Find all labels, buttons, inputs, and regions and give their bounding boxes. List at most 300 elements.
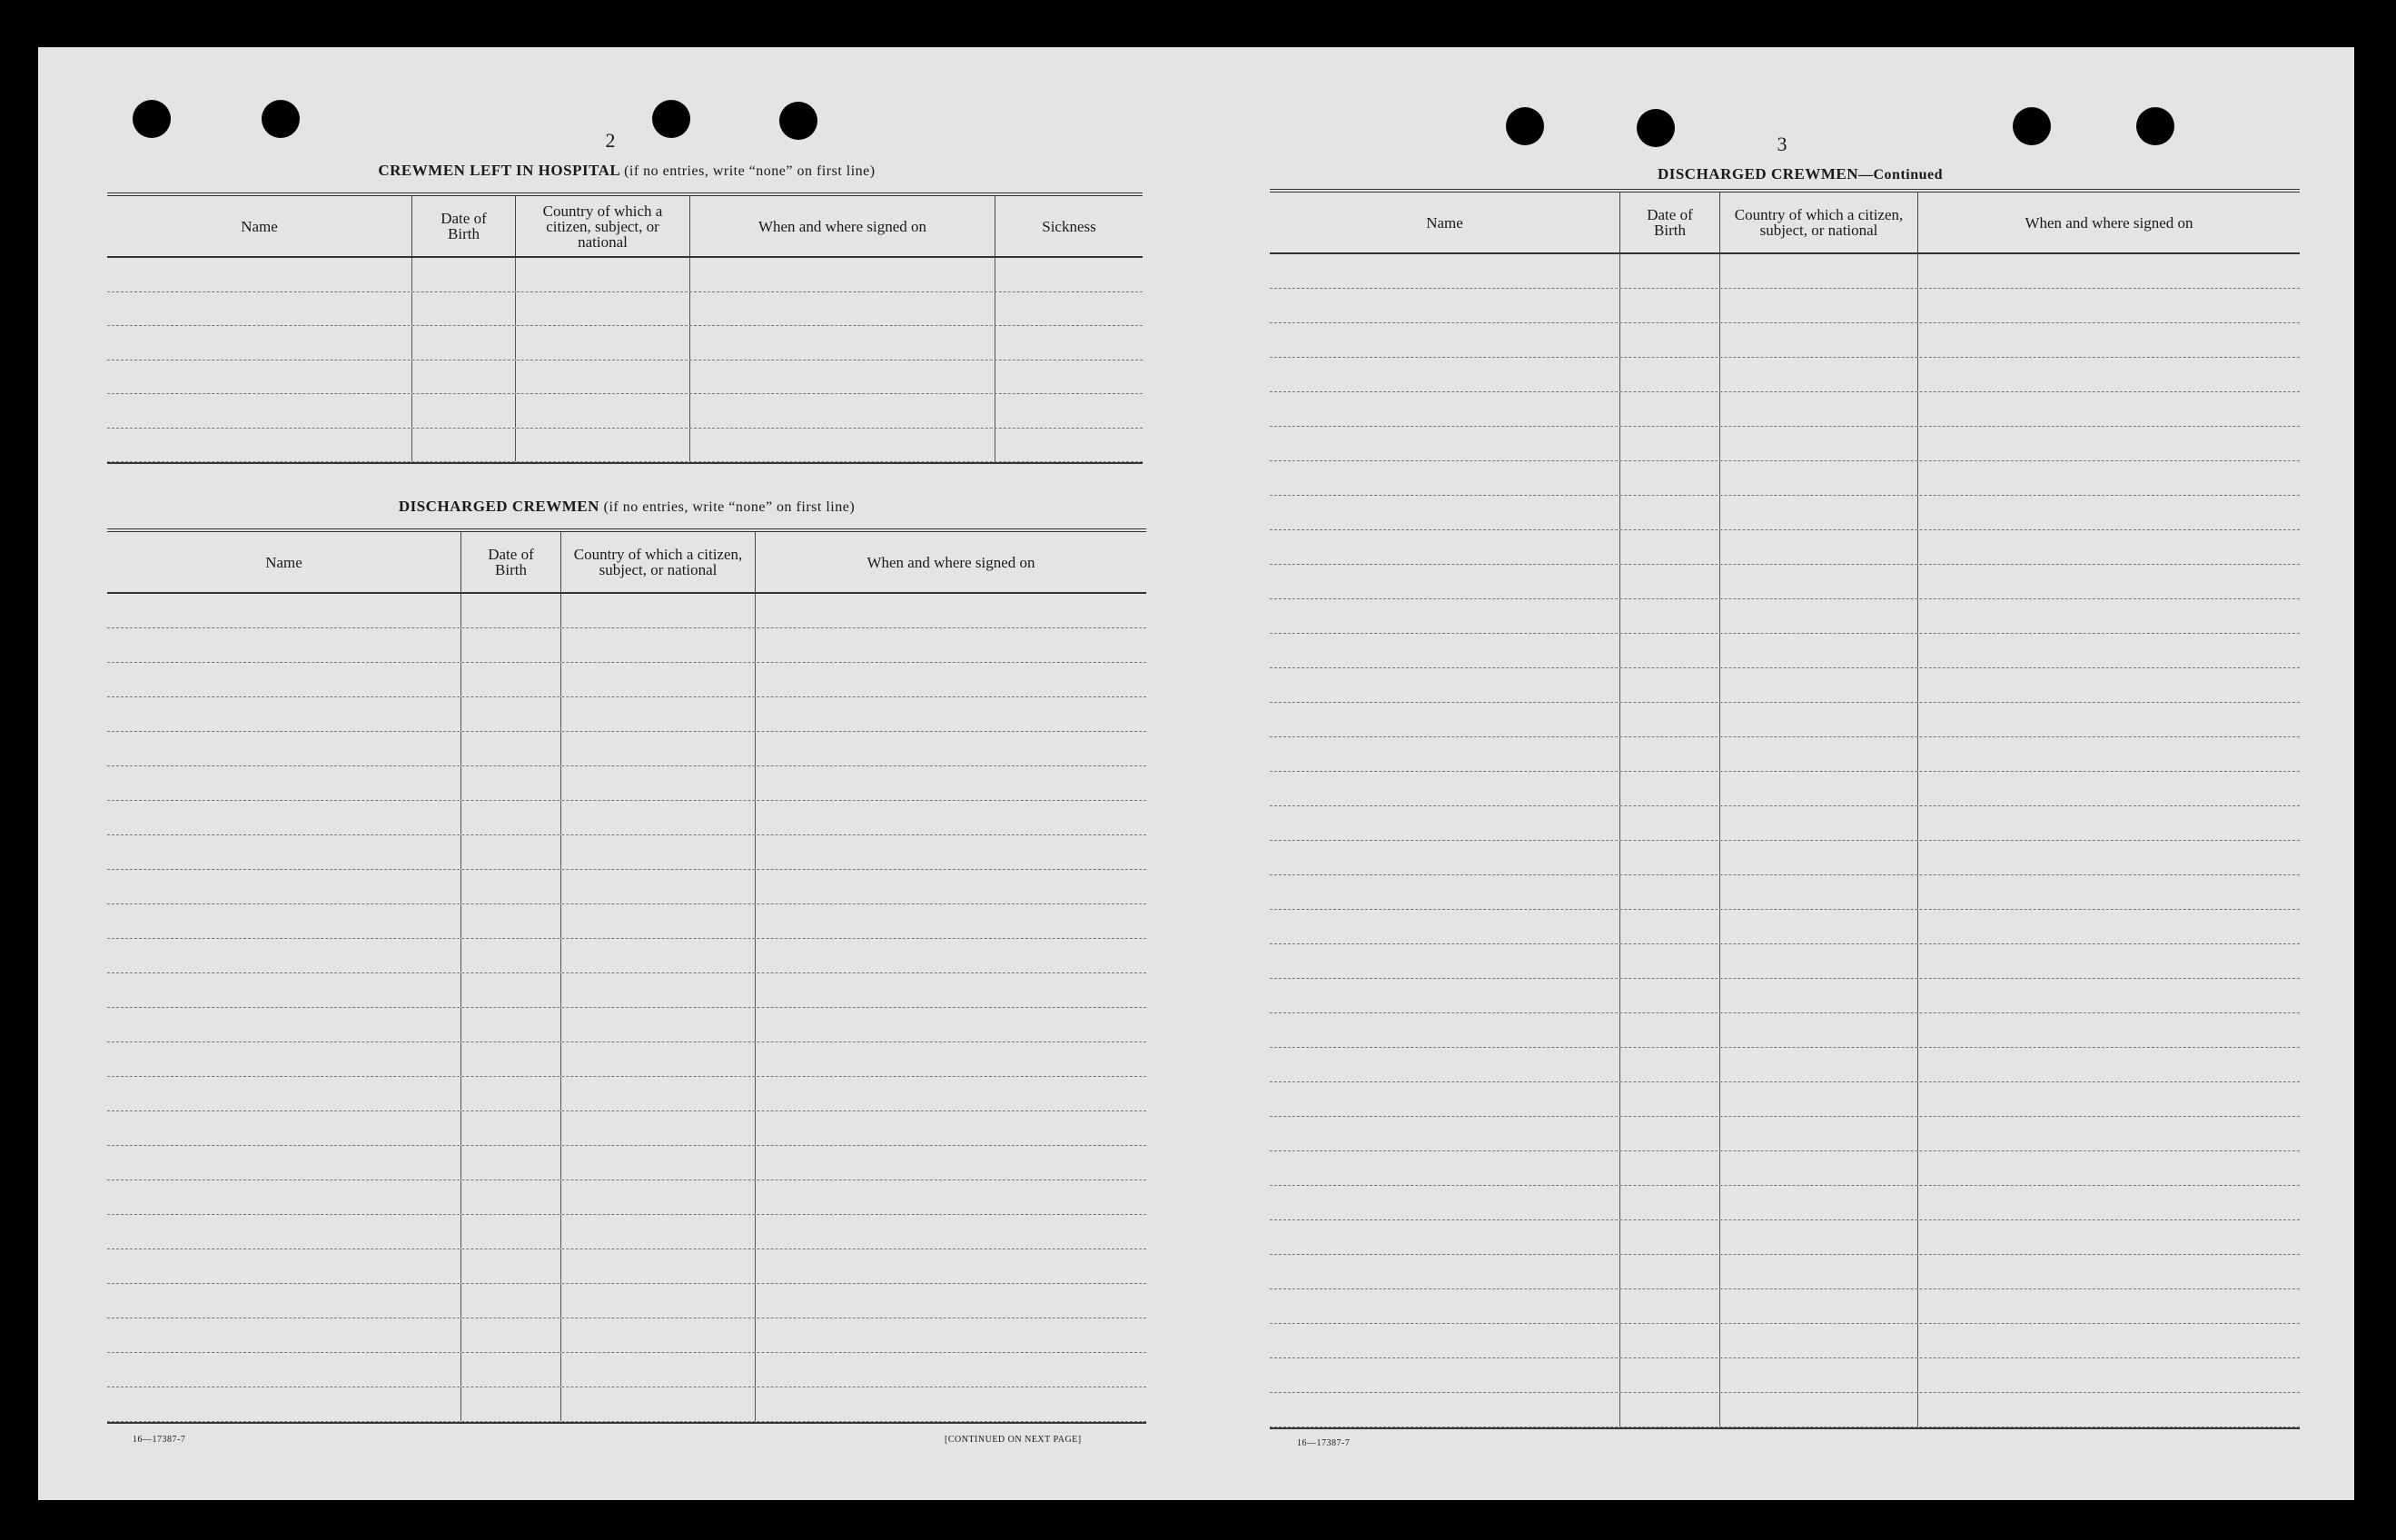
table-cell[interactable] (461, 904, 561, 938)
table-row (107, 292, 1143, 327)
punch-hole (2013, 107, 2051, 145)
table-cell[interactable] (690, 292, 995, 326)
table-cell[interactable] (461, 1387, 561, 1421)
table-cell[interactable] (1620, 496, 1720, 529)
table-cell[interactable] (1270, 1393, 1620, 1426)
table-cell[interactable] (1270, 772, 1620, 805)
table-cell[interactable] (1620, 289, 1720, 322)
table-cell[interactable] (1270, 358, 1620, 391)
table-cell[interactable] (1918, 1393, 2300, 1426)
table-cell[interactable] (561, 904, 756, 938)
table-cell[interactable] (107, 594, 461, 627)
column-header-sickness: Sickness (1042, 217, 1096, 235)
table-cell[interactable] (756, 732, 1146, 765)
table-cell[interactable] (1720, 496, 1918, 529)
table-row (107, 904, 1146, 939)
table-cell[interactable] (690, 258, 995, 291)
table-cell[interactable] (107, 904, 461, 938)
table-cell[interactable] (1620, 737, 1720, 771)
table-cell[interactable] (1270, 1013, 1620, 1047)
table-cell[interactable] (461, 628, 561, 662)
table-cell[interactable] (1270, 1082, 1620, 1116)
table-cell[interactable] (561, 939, 756, 972)
table-cell[interactable] (561, 1146, 756, 1180)
table-cell[interactable] (995, 326, 1143, 360)
table-cell[interactable] (516, 258, 690, 291)
table-cell[interactable] (1620, 668, 1720, 702)
table-cell[interactable] (1720, 530, 1918, 564)
table-cell[interactable] (461, 835, 561, 869)
table-cell[interactable] (1620, 1151, 1720, 1185)
table-cell[interactable] (1720, 565, 1918, 598)
table-cell[interactable] (107, 1008, 461, 1041)
table-cell[interactable] (107, 1180, 461, 1214)
table-cell[interactable] (461, 1146, 561, 1180)
table-cell[interactable] (412, 258, 516, 291)
table-row (1270, 530, 2300, 565)
discharged-title-text: DISCHARGED CREWMEN (398, 498, 599, 515)
table-cell[interactable] (1918, 1082, 2300, 1116)
table-cell[interactable] (561, 973, 756, 1007)
table-cell[interactable] (1270, 461, 1620, 495)
table-cell[interactable] (561, 1077, 756, 1111)
table-cell[interactable] (756, 1353, 1146, 1387)
hospital-table (107, 192, 1143, 464)
table-cell[interactable] (1720, 841, 1918, 874)
table-cell[interactable] (690, 360, 995, 394)
table-cell[interactable] (756, 766, 1146, 800)
table-cell[interactable] (1720, 1117, 1918, 1150)
table-cell[interactable] (1270, 1151, 1620, 1185)
table-cell[interactable] (1620, 841, 1720, 874)
table-cell[interactable] (1918, 358, 2300, 391)
table-cell[interactable] (1720, 1082, 1918, 1116)
table-cell[interactable] (461, 1008, 561, 1041)
table-cell[interactable] (1918, 772, 2300, 805)
table-cell[interactable] (1270, 1186, 1620, 1219)
table-cell[interactable] (561, 1387, 756, 1421)
table-cell[interactable] (756, 1111, 1146, 1145)
table-cell[interactable] (107, 628, 461, 662)
table-cell[interactable] (1270, 530, 1620, 564)
table-cell[interactable] (1918, 1324, 2300, 1357)
table-cell[interactable] (461, 1249, 561, 1283)
table-cell[interactable] (1918, 1013, 2300, 1047)
table-row (1270, 496, 2300, 530)
table-cell[interactable] (1270, 1220, 1620, 1254)
table-cell[interactable] (461, 663, 561, 696)
table-cell[interactable] (756, 939, 1146, 972)
table-cell[interactable] (1270, 979, 1620, 1012)
table-cell[interactable] (1620, 910, 1720, 943)
table-cell[interactable] (756, 835, 1146, 869)
table-cell[interactable] (1620, 323, 1720, 357)
table-row (1270, 254, 2300, 289)
table-cell[interactable] (1720, 910, 1918, 943)
table-cell[interactable] (107, 1387, 461, 1421)
table-cell[interactable] (1720, 599, 1918, 633)
table-cell[interactable] (1620, 254, 1720, 288)
table-cell[interactable] (1620, 944, 1720, 978)
table-cell[interactable] (1620, 565, 1720, 598)
table-cell[interactable] (107, 292, 412, 326)
table-cell[interactable] (412, 429, 516, 462)
table-body (1270, 254, 2300, 1429)
table-cell[interactable] (1270, 599, 1620, 633)
table-cell[interactable] (756, 1008, 1146, 1041)
table-cell[interactable] (1270, 1048, 1620, 1081)
table-cell[interactable] (690, 326, 995, 360)
table-cell[interactable] (461, 1111, 561, 1145)
table-cell[interactable] (1620, 1289, 1720, 1323)
table-cell[interactable] (1620, 1255, 1720, 1288)
table-cell[interactable] (1720, 392, 1918, 426)
table-cell[interactable] (461, 1077, 561, 1111)
table-cell[interactable] (1918, 806, 2300, 840)
table-cell[interactable] (756, 663, 1146, 696)
table-cell[interactable] (561, 594, 756, 627)
table-cell[interactable] (1720, 254, 1918, 288)
table-cell[interactable] (1620, 703, 1720, 736)
table-row (107, 1111, 1146, 1146)
table-cell[interactable] (412, 292, 516, 326)
table-cell[interactable] (1720, 944, 1918, 978)
table-cell[interactable] (1918, 703, 2300, 736)
table-cell[interactable] (461, 1353, 561, 1387)
table-cell[interactable] (561, 801, 756, 834)
table-cell[interactable] (412, 360, 516, 394)
table-cell[interactable] (107, 1146, 461, 1180)
table-cell[interactable] (1918, 461, 2300, 495)
table-cell[interactable] (107, 1215, 461, 1249)
table-cell[interactable] (107, 801, 461, 834)
table-cell[interactable] (756, 1215, 1146, 1249)
table-cell[interactable] (1918, 254, 2300, 288)
table-cell[interactable] (1720, 668, 1918, 702)
table-cell[interactable] (561, 1318, 756, 1352)
discharged-section-title (109, 498, 1144, 516)
table-cell[interactable] (756, 1146, 1146, 1180)
table-cell[interactable] (756, 1284, 1146, 1318)
table-cell[interactable] (561, 628, 756, 662)
punch-hole (262, 100, 300, 138)
table-cell[interactable] (461, 1318, 561, 1352)
table-cell[interactable] (107, 973, 461, 1007)
table-cell[interactable] (1620, 875, 1720, 909)
table-row (1270, 427, 2300, 461)
table-cell[interactable] (107, 360, 412, 394)
table-cell[interactable] (561, 1215, 756, 1249)
table-cell[interactable] (1620, 1220, 1720, 1254)
table-header (107, 196, 1143, 258)
table-cell[interactable] (1918, 1048, 2300, 1081)
table-cell[interactable] (756, 1042, 1146, 1076)
table-cell[interactable] (1918, 599, 2300, 633)
table-cell[interactable] (1720, 461, 1918, 495)
table-cell[interactable] (1918, 565, 2300, 598)
table-cell[interactable] (1270, 634, 1620, 667)
table-cell[interactable] (756, 1077, 1146, 1111)
table-cell[interactable] (1270, 910, 1620, 943)
column-header-name: Name (107, 196, 412, 256)
table-cell[interactable] (561, 663, 756, 696)
table-cell[interactable] (995, 429, 1143, 462)
table-row (1270, 1393, 2300, 1427)
table-cell[interactable] (461, 939, 561, 972)
table-cell[interactable] (516, 292, 690, 326)
table-cell[interactable] (107, 1042, 461, 1076)
table-cell[interactable] (1720, 772, 1918, 805)
table-cell[interactable] (1620, 461, 1720, 495)
table-cell[interactable] (1918, 530, 2300, 564)
table-cell[interactable] (516, 326, 690, 360)
table-cell[interactable] (1918, 668, 2300, 702)
table-cell[interactable] (1620, 979, 1720, 1012)
table-cell[interactable] (1620, 806, 1720, 840)
table-cell[interactable] (107, 394, 412, 428)
table-cell[interactable] (1620, 392, 1720, 426)
table-cell[interactable] (1918, 910, 2300, 943)
table-row (107, 394, 1143, 429)
table-cell[interactable] (1918, 1220, 2300, 1254)
table-row (1270, 1082, 2300, 1117)
table-cell[interactable] (1720, 289, 1918, 322)
table-cell[interactable] (1270, 1117, 1620, 1150)
table-cell[interactable] (1620, 427, 1720, 460)
table-cell[interactable] (561, 1353, 756, 1387)
table-row (1270, 1013, 2300, 1048)
table-cell[interactable] (1620, 599, 1720, 633)
table-row (1270, 289, 2300, 323)
table-cell[interactable] (107, 1318, 461, 1352)
table-cell[interactable] (107, 1284, 461, 1318)
table-cell[interactable] (561, 1111, 756, 1145)
table-cell[interactable] (561, 766, 756, 800)
table-cell[interactable] (1270, 703, 1620, 736)
table-cell[interactable] (756, 1318, 1146, 1352)
table-cell[interactable] (561, 1180, 756, 1214)
table-cell[interactable] (1720, 1255, 1918, 1288)
table-cell[interactable] (1918, 1358, 2300, 1392)
table-cell[interactable] (107, 1353, 461, 1387)
table-cell[interactable] (1270, 1289, 1620, 1323)
table-cell[interactable] (1270, 427, 1620, 460)
table-cell[interactable] (1620, 772, 1720, 805)
table-cell[interactable] (1918, 944, 2300, 978)
table-cell[interactable] (1720, 1289, 1918, 1323)
table-cell[interactable] (107, 1249, 461, 1283)
table-cell[interactable] (107, 1111, 461, 1145)
table-cell[interactable] (561, 835, 756, 869)
table-cell[interactable] (516, 360, 690, 394)
table-row (1270, 634, 2300, 668)
table-cell[interactable] (756, 697, 1146, 731)
table-cell[interactable] (1720, 1186, 1918, 1219)
table-cell[interactable] (1918, 634, 2300, 667)
table-cell[interactable] (1720, 1013, 1918, 1047)
table-cell[interactable] (1270, 944, 1620, 978)
table-cell[interactable] (461, 594, 561, 627)
table-cell[interactable] (1270, 668, 1620, 702)
table-cell[interactable] (690, 429, 995, 462)
table-cell[interactable] (1270, 289, 1620, 322)
table-cell[interactable] (1720, 1393, 1918, 1426)
table-cell[interactable] (1918, 496, 2300, 529)
table-cell[interactable] (1918, 979, 2300, 1012)
table-cell[interactable] (107, 663, 461, 696)
table-cell[interactable] (107, 939, 461, 972)
table-cell[interactable] (995, 394, 1143, 428)
table-cell[interactable] (995, 360, 1143, 394)
table-cell[interactable] (1620, 530, 1720, 564)
table-cell[interactable] (756, 904, 1146, 938)
table-cell[interactable] (995, 292, 1143, 326)
table-cell[interactable] (1918, 1186, 2300, 1219)
table-cell[interactable] (1620, 1186, 1720, 1219)
table-cell[interactable] (412, 326, 516, 360)
table-cell[interactable] (107, 766, 461, 800)
table-cell[interactable] (1270, 737, 1620, 771)
table-cell[interactable] (756, 628, 1146, 662)
table-cell[interactable] (1720, 323, 1918, 357)
table-cell[interactable] (1620, 358, 1720, 391)
table-cell[interactable] (107, 1077, 461, 1111)
table-cell[interactable] (561, 697, 756, 731)
table-cell[interactable] (756, 1249, 1146, 1283)
table-cell[interactable] (107, 429, 412, 462)
table-cell[interactable] (1918, 289, 2300, 322)
table-cell[interactable] (516, 429, 690, 462)
table-cell[interactable] (1918, 323, 2300, 357)
table-cell[interactable] (1270, 496, 1620, 529)
table-cell[interactable] (1620, 1048, 1720, 1081)
table-cell[interactable] (756, 801, 1146, 834)
table-cell[interactable] (561, 732, 756, 765)
table-cell[interactable] (1918, 737, 2300, 771)
table-row (1270, 979, 2300, 1013)
table-cell[interactable] (1720, 427, 1918, 460)
punch-hole (652, 100, 690, 138)
table-row (107, 360, 1143, 395)
discharged-continued-title (1619, 165, 1982, 183)
table-body (107, 258, 1143, 464)
table-cell[interactable] (995, 258, 1143, 291)
table-cell[interactable] (1620, 1358, 1720, 1392)
table-cell[interactable] (461, 1215, 561, 1249)
table-cell[interactable] (461, 1180, 561, 1214)
table-cell[interactable] (1720, 979, 1918, 1012)
table-cell[interactable] (461, 766, 561, 800)
table-cell[interactable] (561, 1249, 756, 1283)
table-row (1270, 806, 2300, 841)
table-cell[interactable] (461, 870, 561, 903)
table-cell[interactable] (1918, 875, 2300, 909)
table-cell[interactable] (461, 1042, 561, 1076)
table-cell[interactable] (1918, 427, 2300, 460)
table-row (107, 628, 1146, 663)
table-cell[interactable] (1918, 1117, 2300, 1150)
table-cell[interactable] (107, 326, 412, 360)
table-cell[interactable] (107, 732, 461, 765)
table-cell[interactable] (461, 801, 561, 834)
table-cell[interactable] (107, 835, 461, 869)
table-cell[interactable] (561, 1284, 756, 1318)
table-cell[interactable] (516, 394, 690, 428)
table-row (1270, 1324, 2300, 1358)
table-cell[interactable] (1918, 1289, 2300, 1323)
table-cell[interactable] (1620, 1393, 1720, 1426)
table-cell[interactable] (690, 394, 995, 428)
table-cell[interactable] (1620, 1324, 1720, 1357)
table-cell[interactable] (1720, 358, 1918, 391)
table-cell[interactable] (461, 973, 561, 1007)
table-cell[interactable] (561, 870, 756, 903)
table-cell[interactable] (756, 594, 1146, 627)
table-cell[interactable] (1270, 1324, 1620, 1357)
table-cell[interactable] (1720, 875, 1918, 909)
table-cell[interactable] (412, 394, 516, 428)
table-cell[interactable] (1270, 254, 1620, 288)
table-cell[interactable] (107, 870, 461, 903)
table-cell[interactable] (1270, 565, 1620, 598)
table-cell[interactable] (461, 697, 561, 731)
column-header-country: Country of which a citizen, subject, or national (561, 532, 756, 592)
table-cell[interactable] (1918, 392, 2300, 426)
table-cell[interactable] (561, 1042, 756, 1076)
table-cell[interactable] (1270, 323, 1620, 357)
table-row (107, 1180, 1146, 1215)
table-cell[interactable] (1620, 1082, 1720, 1116)
table-cell[interactable] (1918, 1151, 2300, 1185)
table-cell[interactable] (1918, 1255, 2300, 1288)
table-cell[interactable] (1720, 1151, 1918, 1185)
table-cell[interactable] (1620, 1013, 1720, 1047)
table-row (1270, 1117, 2300, 1151)
table-cell[interactable] (107, 697, 461, 731)
table-cell[interactable] (1620, 1117, 1720, 1150)
table-cell[interactable] (1270, 841, 1620, 874)
table-cell[interactable] (1270, 392, 1620, 426)
table-cell[interactable] (1720, 737, 1918, 771)
table-cell[interactable] (1270, 875, 1620, 909)
table-cell[interactable] (1720, 806, 1918, 840)
hospital-title-text: CREWMEN LEFT IN HOSPITAL (378, 162, 620, 179)
table-cell[interactable] (1270, 1358, 1620, 1392)
column-header-name: Name (1270, 192, 1620, 252)
table-cell[interactable] (756, 973, 1146, 1007)
table-cell[interactable] (1720, 1220, 1918, 1254)
continued-note: [CONTINUED ON NEXT PAGE] (945, 1435, 1082, 1445)
table-cell[interactable] (1720, 1358, 1918, 1392)
table-cell[interactable] (1720, 1324, 1918, 1357)
table-cell[interactable] (756, 1180, 1146, 1214)
column-header-date-of-birth: Date of Birth (412, 196, 516, 256)
table-cell[interactable] (561, 1008, 756, 1041)
table-cell[interactable] (1270, 1255, 1620, 1288)
table-cell[interactable] (1270, 806, 1620, 840)
table-cell[interactable] (1720, 634, 1918, 667)
table-cell[interactable] (1620, 634, 1720, 667)
table-cell[interactable] (107, 258, 412, 291)
table-cell[interactable] (756, 870, 1146, 903)
table-cell[interactable] (1720, 703, 1918, 736)
table-cell[interactable] (461, 1284, 561, 1318)
table-cell[interactable] (1918, 841, 2300, 874)
page-number-right: 3 (1777, 133, 1787, 155)
table-cell[interactable] (1720, 1048, 1918, 1081)
table-cell[interactable] (756, 1387, 1146, 1421)
table-cell[interactable] (461, 732, 561, 765)
